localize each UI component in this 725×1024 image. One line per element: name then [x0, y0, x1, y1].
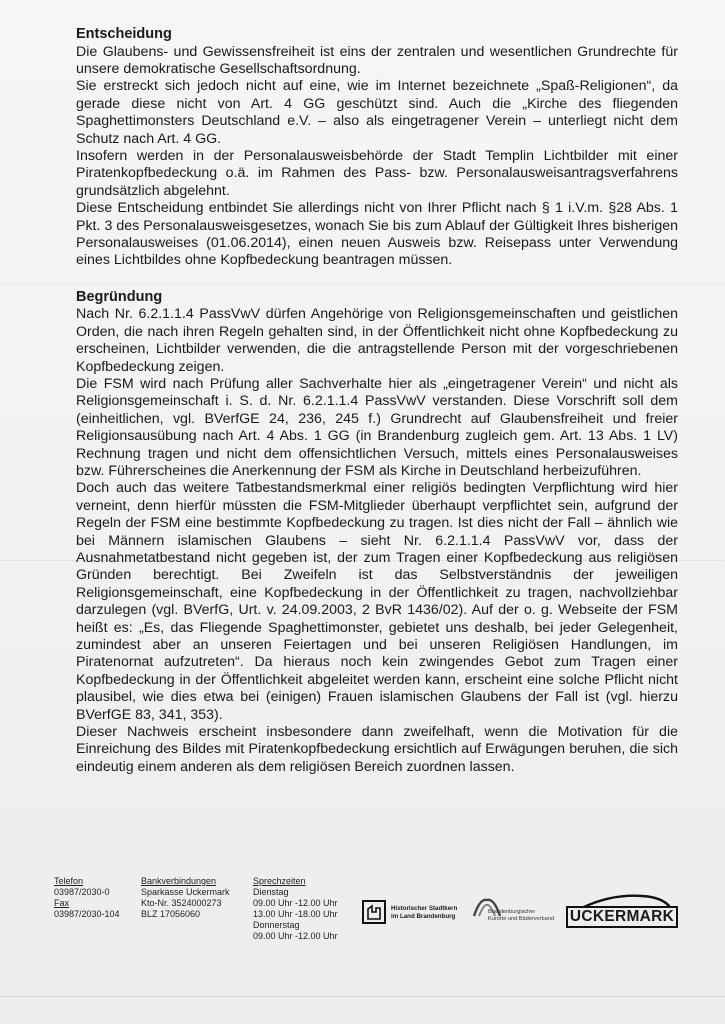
section-heading-entscheidung: Entscheidung — [76, 26, 172, 42]
telefon-number: 03987/2030-0 — [54, 887, 110, 897]
contact-column — [54, 876, 134, 920]
paragraph: Diese Entscheidung entbindet Sie allerdings nicht von Ihrer Pflicht nach § 1 i.V.m. §28 Abs. 1 Pkt. 3 des Personalausweisgesetzes, wonach Sie bis zum Ablauf der Gültigkeit Ihres bisherigen Personalausweises (01.06.2014), einen neuen Ausweis bzw. Reisepass unter Verwendung eines Lichtbildes ohne Kopfbedeckung beantragen müssen. — [76, 200, 678, 269]
logo-text: im Land Brandenburg — [391, 912, 456, 920]
section-heading-begruendung: Begründung — [76, 288, 163, 305]
telefon-label: Telefon — [54, 876, 84, 886]
logo-text: Kurorte und Bäderverband — [488, 915, 554, 922]
fax-label: Fax — [54, 898, 70, 908]
office-hours-line: Donnerstag — [253, 920, 300, 930]
paragraph: Die FSM wird nach Prüfung aller Sachverhalte hier als „eingetragener Verein“ und nicht als Religionsgemeinschaft i. S. d. Nr. 6.2.1.1.4 PassVwV verstanden. Diese Vorschrift soll dem (einheitlichen, vgl. BVerfGE 24, 236, 245 f.) Grundrecht auf Glaubensfreiheit und freier Religionsausübung nach Art. 4 Abs. 1 GG (in Brandenburg zugleich gem. Art. 13 Abs. 1 LV) Rechnung tragen und nicht dem offensichtlichen Versuch, mittels eines Personalausweises bzw. Führerscheines die Anerkennung der FSM als Kirche in Deutschland herbeizuführen. — [76, 375, 678, 479]
bank-column — [141, 876, 253, 920]
uckermark-wordmark: UCKERMARK — [566, 906, 678, 928]
bank-name: Sparkasse Uckermark — [141, 887, 230, 897]
paragraph: Nach Nr. 6.2.1.1.4 PassVwV dürfen Angehörige von Religionsgemeinschaften und geistlichen Orden, die nach ihren Regeln gehalten sind, in der Öffentlichkeit nicht ohne Kopfbedeckung zu erscheinen, Lichtbilder verwenden, die die antragstellende Person mit der vorgeschriebenen Kopfbedeckung zeigen. — [76, 306, 678, 375]
paragraph: Dieser Nachweis erscheint insbesondere dann zweifelhaft, wenn die Motivation für die Einreichung des Bildes mit Piratenkopfbedeckung ersichtlich auf Erwägungen beruhen, die sich eindeutig einem anderen als dem religiösen Bereich zuordnen lassen. — [76, 724, 678, 775]
bank-code: BLZ 17056060 — [141, 909, 201, 919]
office-hours-line: 09.00 Uhr -12.00 Uhr — [253, 931, 338, 941]
kurorte-baederverband-logo — [468, 894, 560, 928]
logo-text: Brandenburgischer — [488, 909, 536, 915]
letter-footer — [0, 876, 725, 956]
paragraph: Die Glaubens- und Gewissensfreiheit ist eins der zentralen und wesentlichen Grundrechte für unsere demokratische Gesellschaftsordnung. — [76, 43, 678, 77]
paragraph: Sie erstreckt sich jedoch nicht auf eine, wie im Internet bezeichnete „Spaß-Religionen“, da gerade diese nicht von Art. 4 GG geschützt sind. Auch die „Kirche des fliegenden Spaghettimonsters Deutschland e.V. – also als eingetragener Verein – unterliegt nicht dem Schutz nach Art. 4 GG. — [76, 78, 678, 147]
letter-body — [76, 26, 678, 776]
bank-label: Bankverbindungen — [141, 876, 217, 886]
paragraph: Doch auch das weitere Tatbestandsmerkmal einer religiös bedingten Verpflichtung wird hier verneint, denn hierfür müssten die FSM-Mitglieder überhaupt verpflichtet sein, aufgrund der Regeln der FSM eine bestimmte Kopfbedeckung zu tragen. Ist dies nicht der Fall – ähnlich wie bei Männern islamischen Glaubens – sieht Nr. 6.2.1.1.4 PassVwV vor, dass der Ausnahmetatbestand nicht gegeben ist, der zum Tragen einer Kopfbedeckung aus religiösen Gründen berechtigt. Bei Zweifeln ist das Selbstverständnis der jeweiligen Religionsgemeinschaft, eine Kopfbedeckung in der Öffentlichkeit zu tragen, nachvollziehbar darzulegen (vgl. BVerfG, Urt. v. 24.09.2003, 2 BvR 1436/02). Auf der o. g. Webseite der FSM heißt es: „Es, das Fliegende Spaghettimonster, gebietet uns deshalb, bei jeder Gelegenheit, zumindest aber an unseren Feiertagen und bei unseren Religiösen Handlungen, im Piratenornat aufzutreten“. Da hieraus noch kein zwingendes Gebot zum Tragen einer Kopfbedeckung in der Öffentlichkeit abgeleitet werden kann, erscheint eine solche Pflicht nicht plausibel, wie dies etwa bei (einigen) Frauen islamischen Glaubens der Fall ist (vgl. hierzu BVerfGE 83, 341, 353). — [76, 480, 678, 723]
office-hours-line: 13.00 Uhr -18.00 Uhr — [253, 909, 338, 919]
historischer-stadtkern-logo — [362, 900, 480, 926]
office-hours-line: Dienstag — [253, 887, 289, 897]
office-hours-column — [253, 876, 353, 942]
uckermark-logo — [564, 892, 680, 930]
office-hours-line: 09.00 Uhr -12.00 Uhr — [253, 898, 338, 908]
fax-number: 03987/2030-104 — [54, 909, 120, 919]
office-hours-label: Sprechzeiten — [253, 876, 306, 886]
stadtkern-icon — [362, 900, 386, 924]
page-edge-line — [0, 996, 725, 997]
account-number: Kto-Nr. 3524000273 — [141, 898, 222, 908]
logo-text: Historischer Stadtkern — [391, 905, 458, 912]
paragraph: Insofern werden in der Personalausweisbehörde der Stadt Templin Lichtbilder mit einer Piratenkopfbedeckung o.ä. im Rahmen des Pass- bzw. Personalausweisantragsverfahrens grundsätzlich abgelehnt. — [76, 147, 678, 199]
